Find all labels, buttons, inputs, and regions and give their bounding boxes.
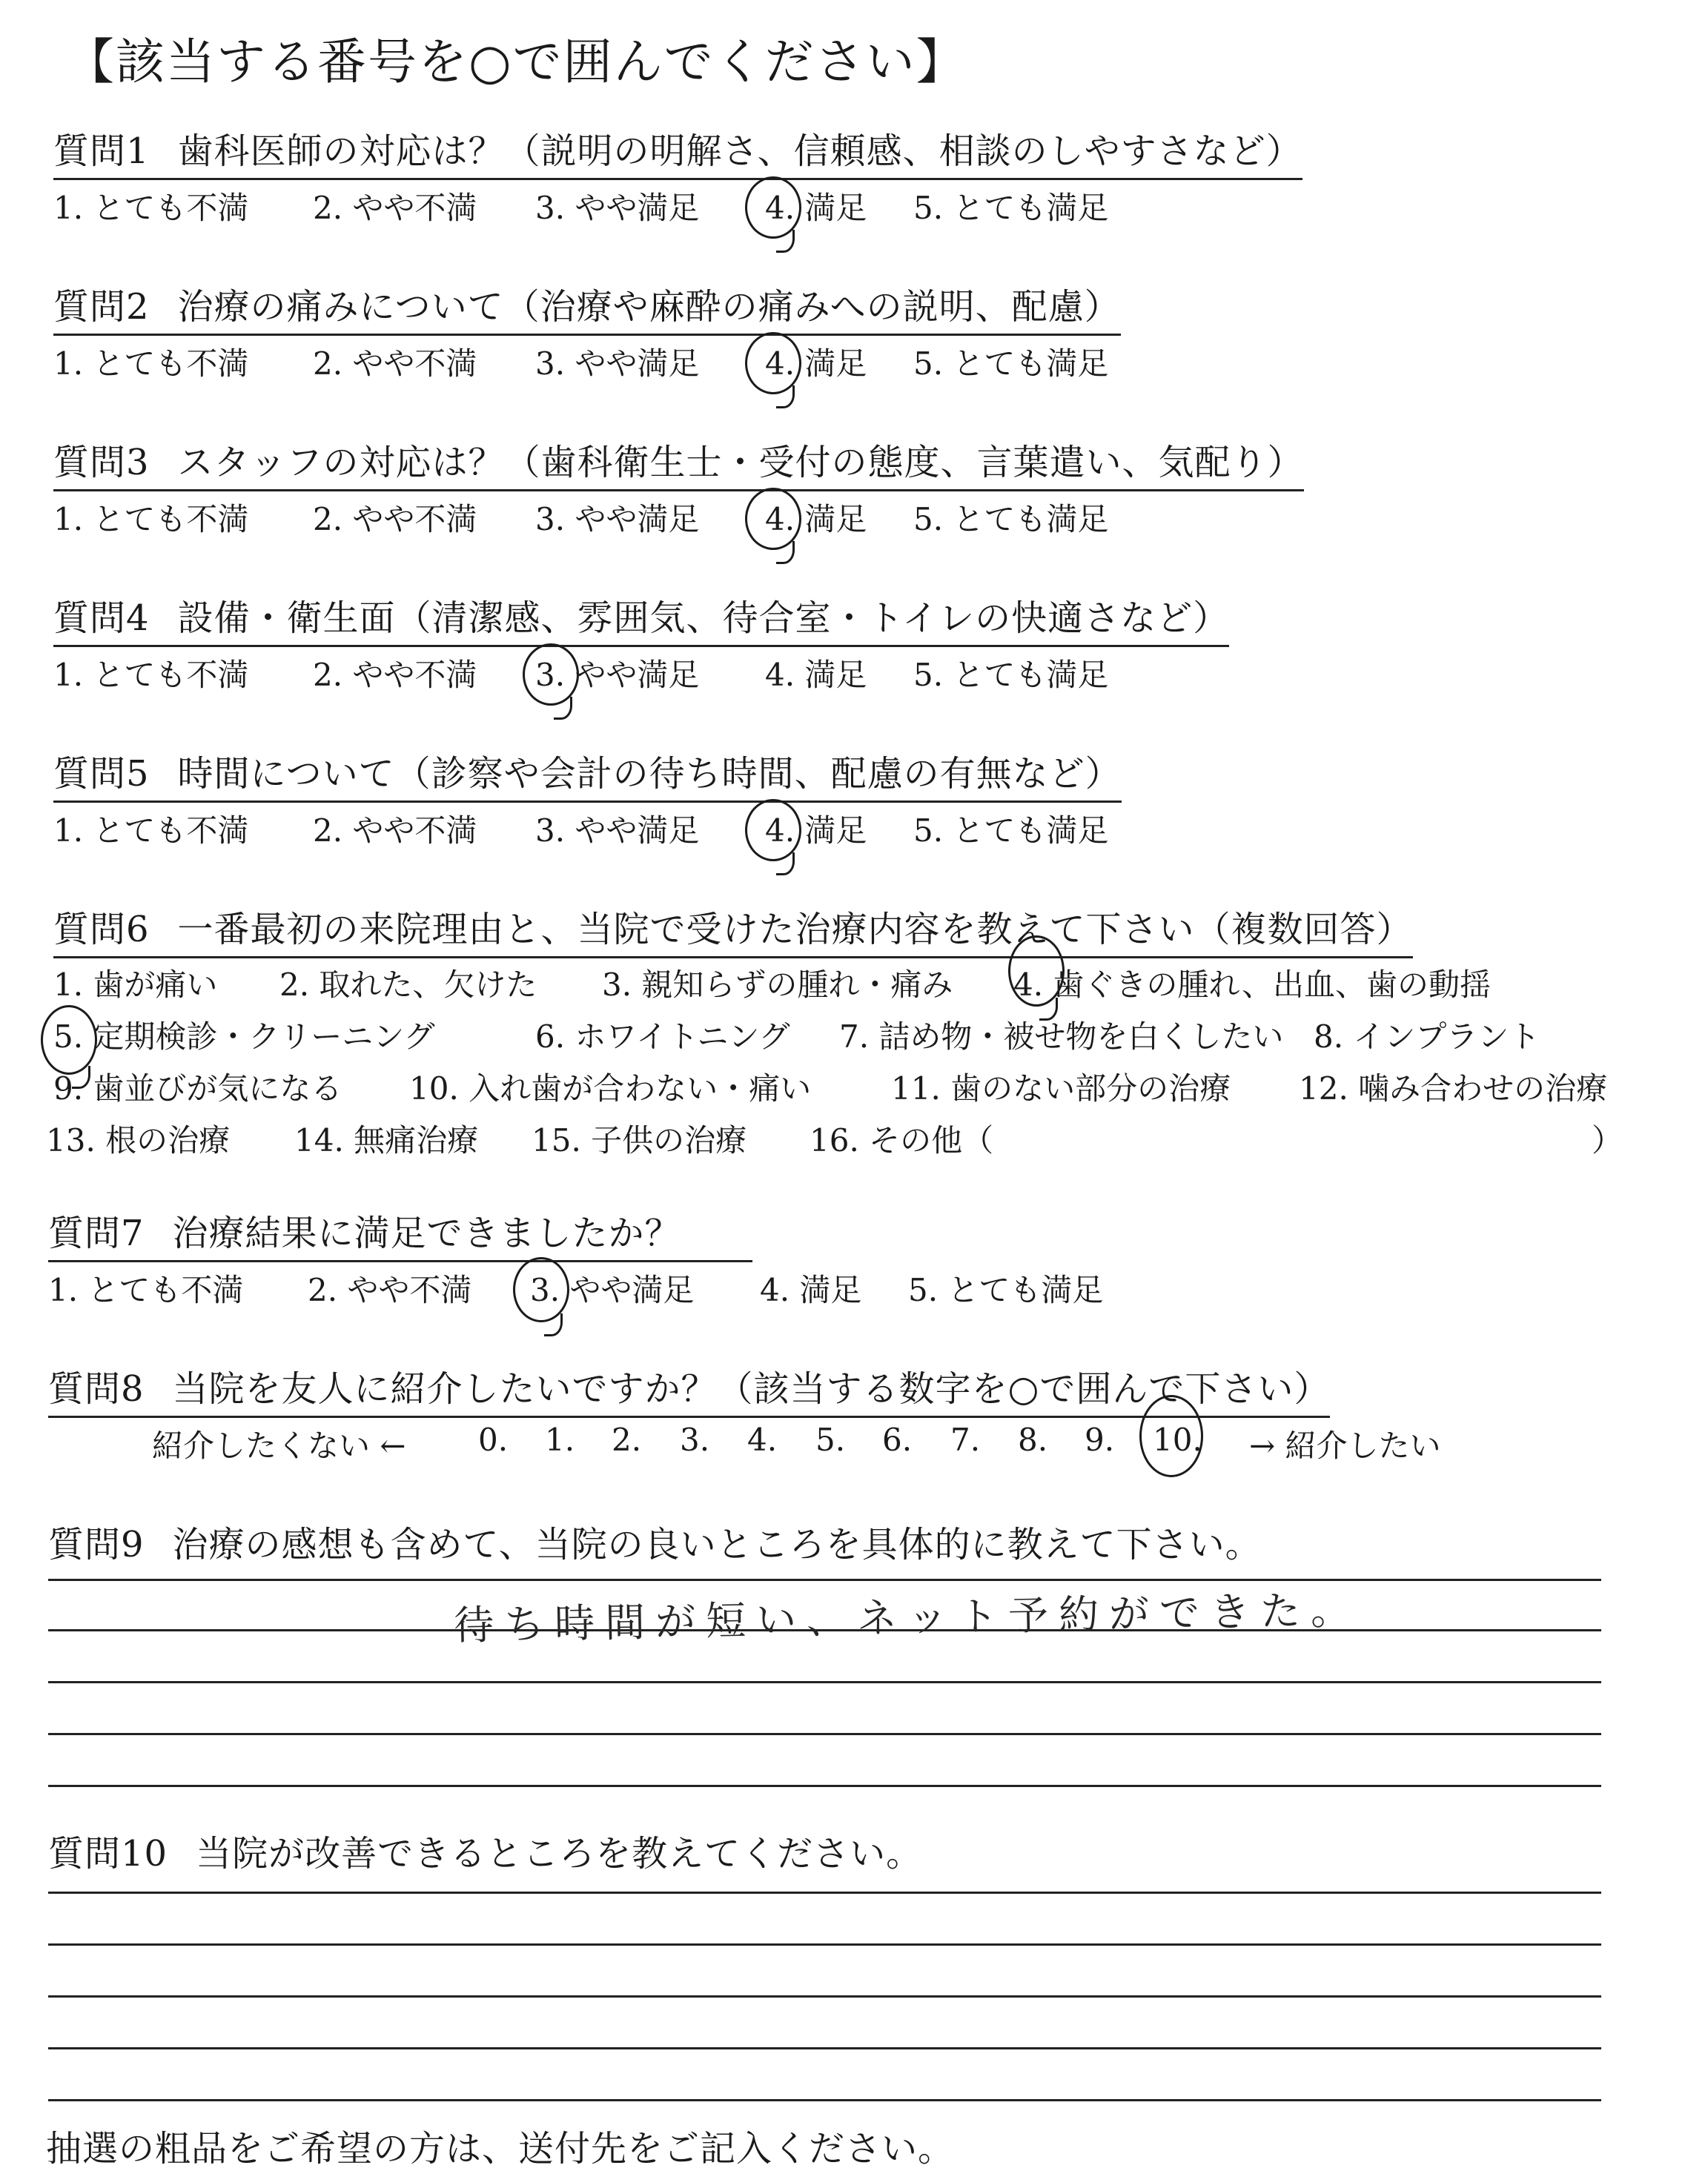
q7-option-1[interactable]: 1. とても不満 (48, 1272, 244, 1308)
question-4-text: 設備・衛生面（清潔感、雰囲気、待合室・トイレの快適さなど） (177, 597, 1230, 639)
question-4-title (53, 589, 1229, 647)
q8-scale-6[interactable]: 6. (882, 1422, 913, 1458)
q4-option-1[interactable]: 1. とても不満 (53, 657, 249, 693)
q4-option-2[interactable]: 2. やや不満 (313, 657, 477, 693)
q10-answer-line-5[interactable] (48, 2099, 1601, 2101)
q6-option-6[interactable]: 6. ホワイトニング (535, 1018, 790, 1055)
q3-option-3[interactable]: 3. やや満足 (535, 501, 700, 537)
q5-option-3[interactable]: 3. やや満足 (535, 812, 700, 849)
q6-option-10[interactable]: 10. 入れ歯が合わない・痛い (409, 1070, 812, 1107)
q6-option-5[interactable]: 5. 定期検診・クリーニング (53, 1018, 435, 1055)
q8-scale-1[interactable]: 1. (545, 1422, 575, 1458)
q6-option-13[interactable]: 13. 根の治療 (46, 1122, 231, 1159)
question-10-text: 当院が改善できるところを教えてください。 (196, 1833, 923, 1875)
q5-option-1[interactable]: 1. とても不満 (53, 812, 249, 849)
question-7-title (48, 1204, 752, 1262)
question-8-title (48, 1360, 1330, 1418)
q6-other-close-paren: ） (1592, 1122, 1623, 1159)
q3-option-4[interactable]: 4. 満足 (765, 501, 867, 537)
q1-option-3[interactable]: 3. やや満足 (535, 190, 700, 226)
q1-option-5[interactable]: 5. とても満足 (913, 190, 1109, 226)
q8-scale-4[interactable]: 4. (747, 1422, 778, 1458)
question-8-text: 当院を友人に紹介したいですか？（該当する数字を○で囲んで下さい） (172, 1368, 1331, 1410)
q9-answer-line-4[interactable] (48, 1733, 1601, 1735)
q6-option-12[interactable]: 12. 噛み合わせの治療 (1299, 1070, 1608, 1107)
q8-scale-8[interactable]: 8. (1018, 1422, 1048, 1458)
q8-scale-9[interactable]: 9. (1085, 1422, 1115, 1458)
q7-option-5[interactable]: 5. とても満足 (908, 1272, 1104, 1308)
q4-option-3[interactable]: 3. やや満足 (535, 657, 700, 693)
q6-option-14[interactable]: 14. 無痛治療 (294, 1122, 479, 1159)
q1-option-2[interactable]: 2. やや不満 (313, 190, 477, 226)
q7-option-2[interactable]: 2. やや不満 (308, 1272, 472, 1308)
question-9-label: 質問9 (48, 1524, 145, 1565)
q9-answer-line-5[interactable] (48, 1785, 1601, 1787)
question-7-text: 治療結果に満足できましたか？ (172, 1213, 681, 1254)
q3-option-2[interactable]: 2. やや不満 (313, 501, 477, 537)
q9-answer-line-1[interactable] (48, 1579, 1601, 1581)
question-3-text: スタッフの対応は？（歯科衛生士・受付の態度、言葉遣い、気配り） (177, 442, 1304, 483)
prize-instruction: 抽選の粗品をご希望の方は、送付先をご記入ください。 (46, 2128, 955, 2170)
question-4-label: 質問4 (53, 597, 150, 639)
q7-option-4[interactable]: 4. 満足 (760, 1272, 862, 1308)
q5-option-2[interactable]: 2. やや不満 (313, 812, 477, 849)
question-9-text: 治療の感想も含めて、当院の良いところを具体的に教えて下さい。 (172, 1524, 1262, 1565)
q2-option-1[interactable]: 1. とても不満 (53, 345, 249, 382)
question-10-label: 質問10 (48, 1833, 168, 1875)
question-7-label: 質問7 (48, 1213, 145, 1254)
q8-scale-3[interactable]: 3. (680, 1422, 710, 1458)
question-6-title (53, 901, 1413, 958)
q3-option-1[interactable]: 1. とても不満 (53, 501, 249, 537)
q6-option-1[interactable]: 1. 歯が痛い (53, 967, 218, 1003)
question-6-label: 質問6 (53, 909, 150, 950)
q4-option-5[interactable]: 5. とても満足 (913, 657, 1109, 693)
question-9-title (48, 1516, 1262, 1571)
question-6-text: 一番最初の来院理由と、当院で受けた治療内容を教えて下さい（複数回答） (177, 909, 1413, 950)
q8-right-label: → 紹介したい (1249, 1428, 1441, 1464)
q9-answer-line-3[interactable] (48, 1681, 1601, 1683)
q8-scale-10[interactable]: 10. (1153, 1422, 1202, 1458)
q6-option-8[interactable]: 8. インプラント (1314, 1018, 1540, 1055)
question-5-text: 時間について（診察や会計の待ち時間、配慮の有無など） (177, 753, 1122, 795)
q8-scale-7[interactable]: 7. (950, 1422, 981, 1458)
question-5-label: 質問5 (53, 753, 150, 795)
q6-option-9[interactable]: 9. 歯並びが気になる (53, 1070, 342, 1107)
question-1-text: 歯科医師の対応は？（説明の明解さ、信頼感、相談のしやすさなど） (177, 130, 1302, 172)
q1-option-1[interactable]: 1. とても不満 (53, 190, 249, 226)
question-1-title (53, 122, 1302, 180)
q4-option-4[interactable]: 4. 満足 (765, 657, 867, 693)
q6-option-4[interactable]: 4. 歯ぐきの腫れ、出血、歯の動揺 (1013, 967, 1491, 1003)
q2-option-2[interactable]: 2. やや不満 (313, 345, 477, 382)
q6-option-15[interactable]: 15. 子供の治療 (532, 1122, 747, 1159)
q10-answer-line-1[interactable] (48, 1892, 1601, 1894)
q3-option-5[interactable]: 5. とても満足 (913, 501, 1109, 537)
question-3-label: 質問3 (53, 442, 150, 483)
q10-answer-line-4[interactable] (48, 2047, 1601, 2049)
question-2-title (53, 278, 1121, 336)
q8-scale-0[interactable]: 0. (478, 1422, 509, 1458)
q1-option-4[interactable]: 4. 満足 (765, 190, 867, 226)
q8-scale-5[interactable]: 5. (815, 1422, 846, 1458)
q6-option-11[interactable]: 11. 歯のない部分の治療 (891, 1070, 1231, 1107)
question-2-label: 質問2 (53, 286, 150, 328)
q7-option-3[interactable]: 3. やや満足 (530, 1272, 695, 1308)
q2-option-3[interactable]: 3. やや満足 (535, 345, 700, 382)
question-5-title (53, 745, 1122, 803)
q6-option-16[interactable]: 16. その他（ (810, 1122, 994, 1159)
question-1-label: 質問1 (53, 130, 150, 172)
q2-option-4[interactable]: 4. 満足 (765, 345, 867, 382)
q9-handwritten-answer: 待ち時間が短い、ネット予約ができた。 (453, 1586, 1362, 1649)
q8-left-label: 紹介したくない ← (152, 1428, 406, 1464)
q10-answer-line-3[interactable] (48, 1995, 1601, 1998)
instruction-header: 【該当する番号を○で囲んでください】 (65, 33, 967, 90)
q6-option-3[interactable]: 3. 親知らずの腫れ・痛み (602, 967, 953, 1003)
q8-scale-2[interactable]: 2. (612, 1422, 642, 1458)
q5-option-4[interactable]: 4. 満足 (765, 812, 867, 849)
q10-answer-line-2[interactable] (48, 1943, 1601, 1946)
question-10-title (48, 1825, 922, 1880)
question-8-label: 質問8 (48, 1368, 145, 1410)
q2-option-5[interactable]: 5. とても満足 (913, 345, 1109, 382)
q6-option-7[interactable]: 7. 詰め物・被せ物を白くしたい (839, 1018, 1284, 1055)
q5-option-5[interactable]: 5. とても満足 (913, 812, 1109, 849)
question-2-text: 治療の痛みについて（治療や麻酔の痛みへの説明、配慮） (177, 286, 1121, 328)
q6-option-2[interactable]: 2. 取れた、欠けた (279, 967, 537, 1003)
question-3-title (53, 434, 1304, 491)
